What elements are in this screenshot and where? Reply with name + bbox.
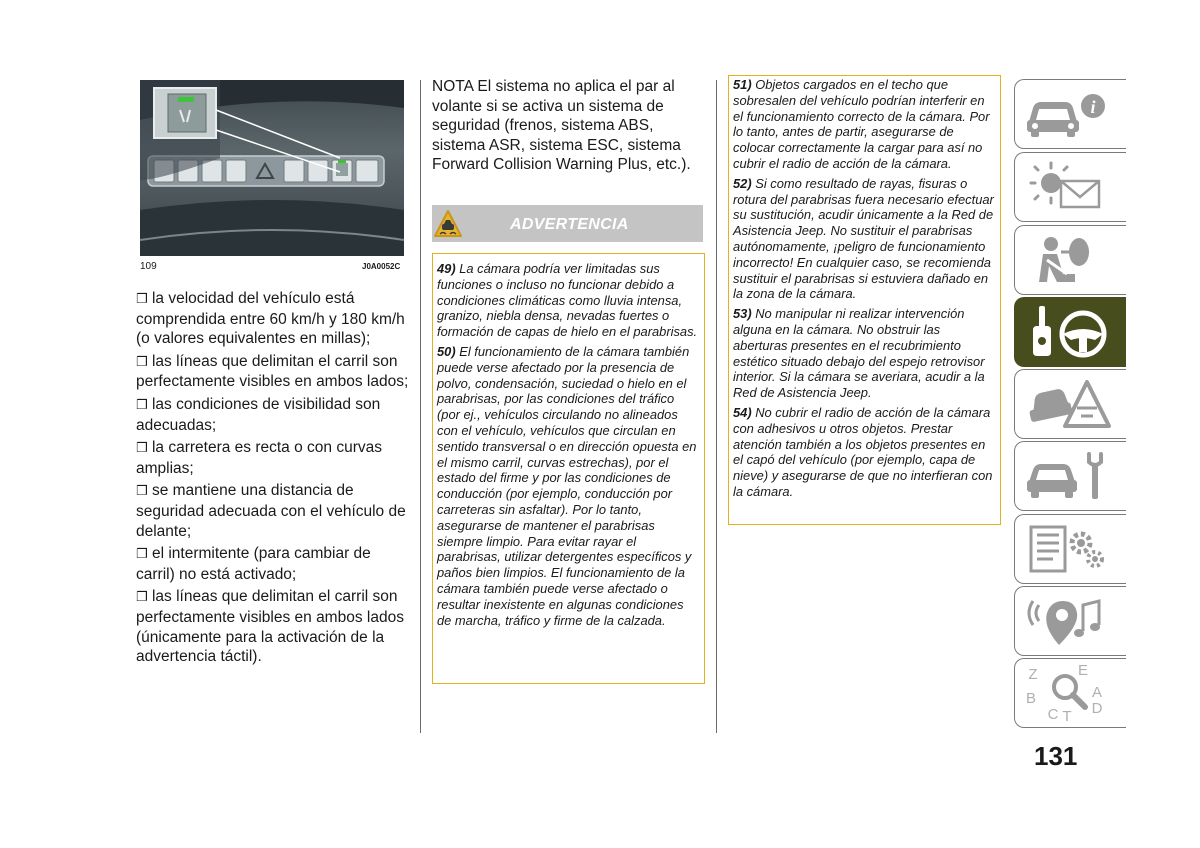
condition-list [136,289,410,670]
list-item: ❒ las líneas que delimitan el carril son perfectamente visibles en ambos lados (únicamente para la activación de la advertencia táctil). [136,588,404,666]
warning-header [432,205,703,242]
warning-number: 49) [437,261,456,276]
warning-item: 50) El funcionamiento de la cámara también puede verse afectado por la presencia de polvo, condensación, suciedad o hielo en el parabrisas, por las condiciones del tráfico (por ej., vehículos circulando no alineados con el vehículo, vehículos que circulan en sentido transversal o en dirección opuesta en el mismo carril, curvas estrechas), por el estado del firme y por las condiciones de conducción (por ejemplo, conducción por carreteras sin asfaltar). Por lo tanto, asegurarse de mantener el parabrisas siempre limpio. Para evitar rayar el parabrisas, utilizar detergentes específicos y paños bien limpios. El funcionamiento de la cámara también puede verse afectado o resultar inexistente en algunas condiciones de marcha, tráfico y firme de la calzada. [437,343,697,628]
warning-number: 54) [733,404,752,420]
checkbox-bullet-icon: ❒ [136,354,148,370]
list-item: ❒ las condiciones de visibilidad son adecuadas; [136,395,381,434]
dashboard-lights-icon [1023,157,1113,217]
list-item: ❒ las líneas que delimitan el carril son perfectamente visibles en ambos lados; [136,352,409,391]
checkbox-bullet-icon: ❒ [136,547,148,563]
warning-item: 54) No cubrir el radio de acción de la cámara con adhesivos u otros objetos. Prestar atención también a los objetos presentes en el capó del vehículo (por ejemplo, capa de nieve) y asegurarse de que no interfieran con la cámara. [733,404,993,499]
warning-box [432,253,705,684]
warning-number: 53) [733,306,752,322]
warning-box [728,75,1001,525]
index-letter-e: E [1077,663,1089,679]
svg-text:i: i [1090,97,1096,117]
key-steering-wheel-icon [1023,302,1113,362]
list-item: ❒ la carretera es recta o con curvas amplias; [136,439,382,477]
list-item: ❒ se mantiene una distancia de seguridad adecuada con el vehículo de delante; [136,482,406,540]
tab-technical-data[interactable] [1014,514,1126,584]
index-letter-c: C [1047,706,1059,723]
alphabetical-index-icon [1023,663,1113,723]
car-wrench-icon [1023,446,1113,506]
warning-number: 50) [437,343,456,359]
index-letter-t: T [1062,708,1072,723]
index-letter-z: Z [1028,666,1038,683]
list-item: ❒ la velocidad del vehículo está comprendida entre 60 km/h y 180 km/h (o valores equivalentes en millas); [136,290,405,348]
page-number: 131 [1034,741,1078,771]
checkbox-bullet-icon: ❒ [136,441,148,457]
warning-title: ADVERTENCIA [510,216,629,233]
list-item: ❒ el intermitente (para cambiar de carril) no está activado; [136,545,371,583]
warning-number: 51) [733,77,752,92]
warning-number: 52) [733,175,752,191]
warning-item: 49) La cámara podría ver limitadas sus funciones o incluso no funcionar debido a condiciones climáticas como lluvia intensa, granizo, niebla densa, nevadas fuertes o formación de capas de hielo en el parabrisas. [437,261,698,340]
tab-multimedia[interactable] [1014,586,1126,656]
checkbox-bullet-icon: ❒ [136,484,148,500]
warning-item: 53) No manipular ni realizar intervención alguna en la cámara. No obstruir las aberturas presentes en el recubrimiento estético situado debajo del espejo retrovisor interior. Si la cámara se averiara, acudir a la Red de Asistencia Jeep. [733,306,985,401]
car-warning-triangle-icon [1023,374,1113,434]
warning-item: 51) Objetos cargados en el techo que sobresalen del vehículo podrían interferir en el funcionamiento correcto de la cámara. Por lo tanto, antes de partir, asegurarse de colocar correctamente la cargar para así no cubrir el radio de acción de la cámara. [733,77,990,171]
checkbox-bullet-icon: ❒ [136,397,148,413]
warning-item: 52) Si como resultado de rayas, fisuras o rotura del parabrisas fuera necesario efectuar su sustitución, acudir únicamente a la Red de Asistencia Jeep. No sustituir el parabrisas autónomamente, ¡peligro de funcionamiento incorrecto! En cualquier caso, se recomienda sustituir el parabrisas si estuviera dañado en la zona de la cámara. [733,175,994,302]
tab-index[interactable] [1014,658,1126,728]
checkbox-bullet-icon: ❒ [136,292,148,307]
figure-dashboard-buttons [140,80,404,256]
column-divider [716,80,717,733]
index-letter-a: A [1091,684,1103,701]
multimedia-icon [1023,591,1113,651]
tab-vehicle-knowledge[interactable] [1014,79,1126,149]
tab-emergency[interactable] [1014,369,1126,439]
index-letter-d: D [1091,700,1103,717]
figure-code: J0A0052C [362,262,401,271]
index-letter-b: B [1025,690,1037,707]
specs-gears-icon [1023,519,1113,579]
note-paragraph: NOTA El sistema no aplica el par al volante si se activa un sistema de seguridad (frenos, sistema ABS, sistema ASR, sistema ESC, sistema Forward Collision Warning Plus, etc.). [432,78,691,174]
airbag-seat-icon [1023,230,1113,290]
column-divider [420,80,421,733]
car-slippery-warning-icon [432,205,464,242]
figure-number: 109 [140,261,157,272]
checkbox-bullet-icon: ❒ [136,590,148,606]
tab-safety[interactable] [1014,225,1126,295]
tab-dashboard[interactable] [1014,152,1126,222]
tab-starting-driving[interactable] [1014,297,1126,367]
car-info-icon [1023,84,1113,144]
tab-maintenance[interactable] [1014,441,1126,511]
